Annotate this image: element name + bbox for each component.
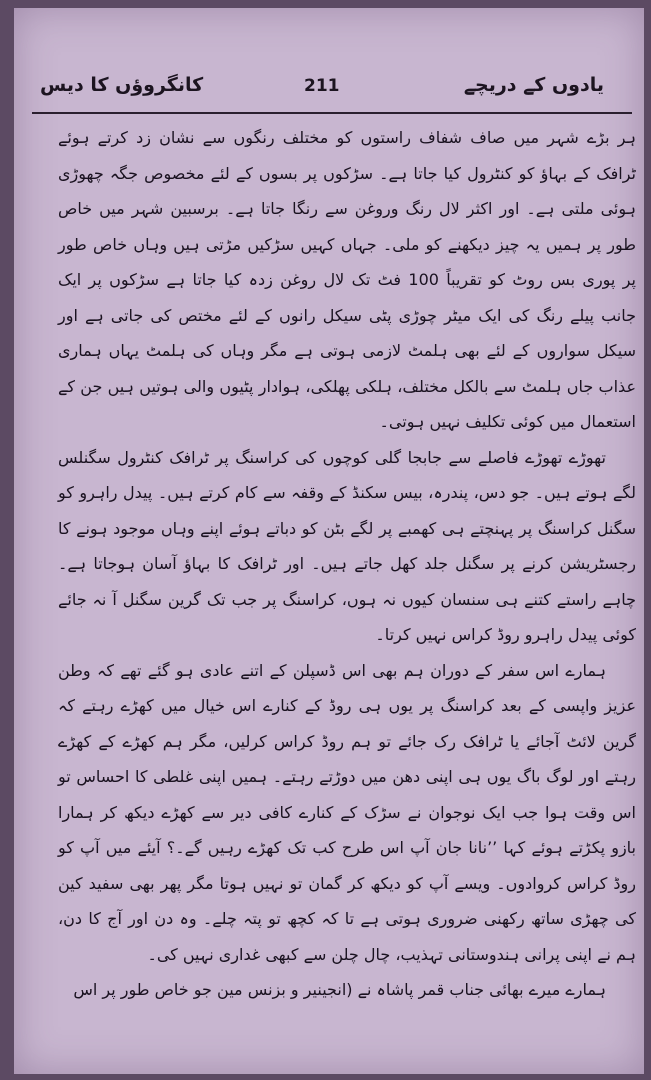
- book-title: یادوں کے دریچے: [463, 74, 604, 96]
- chapter-title: کانگروؤں کا دیس: [40, 74, 204, 96]
- paragraph: ہمارے اس سفر کے دوران ہم بھی اس ڈسپلن کے اتنے عادی ہو گئے تھے کہ وطن عزیز واپسی کے بعد کراسنگ پر یوں ہی روڈ کے کنارے اس خیال میں کھڑے رہتے کہ گرین لائٹ آجائے یا ٹرافک رک جائے تو ہم روڈ کراس کرلیں، مگر ہم کھڑے کے کھڑے رہتے اور لوگ باگ یوں ہی اپنی دھن میں دوڑتے رہتے۔ ہمیں اپنی غلطی کا احساس تو اس وقت ہوا جب ایک نوجوان نے سڑک کے کنارے کافی دیر سے کھڑے دیکھ کر ہمارا بازو پکڑتے ہوئے کہا ’’نانا جان آپ اس طرح کب تک کھڑے رہیں گے۔؟ آیئے میں آپ کو روڈ کراس کروادوں۔ ویسے آپ کو دیکھ کر گمان تو نہیں ہوتا مگر پھر بھی سفید کین کی چھڑی ساتھ رکھنی ضروری ہوتی ہے تا کہ کچھ تو پتہ چلے۔ وہ دن اور آج کا دن، ہم نے اپنی پرانی ہندوستانی تہذیب، چال چلن سے کبھی غداری نہیں کی۔: [58, 660, 636, 964]
- page-body: [58, 120, 636, 1008]
- page-number: 211: [304, 76, 340, 96]
- paragraph: ہر بڑے شہر میں صاف شفاف راستوں کو مختلف رنگوں سے نشان زد کرتے ہوئے ٹرافک کے بہاؤ کو کنٹرول کیا جاتا ہے۔ سڑکوں پر بسوں کے لئے مخصوص جگہ چھوڑی ہوئی ملتی ہے۔ اور اکثر لال رنگ وروغن سے رنگا جاتا ہے۔ برسبین شہر میں خاص طور پر ہمیں یہ چیز دیکھنے کو ملی۔ جہاں کہیں سڑکیں مڑتی ہیں وہاں خاص طور پر پوری بس روٹ کو تقریباً 100 فٹ تک لال روغن زدہ کیا جاتا ہے سڑکوں پر ایک جانب پیلے رنگ کی ایک میٹر چوڑی پٹی سیکل رانوں کے لئے مختص کی جاتی ہے اور سیکل سواروں کے لئے بھی ہلمٹ لازمی ہوتی ہے مگر وہاں کی ہلمٹ یہاں ہماری عذاب جاں ہلمٹ سے بالکل مختلف، ہلکی پھلکی، ہوادار پٹیوں والی ہوتیں ہیں جن کے استعمال میں کوئی تکلیف نہیں ہوتی۔: [58, 128, 637, 431]
- paragraph: ہمارے میرے بھائی جناب قمر پاشاہ نے (انجینیر و بزنس مین جو خاص طور پر اس: [73, 980, 606, 999]
- paragraph: تھوڑے تھوڑے فاصلے سے جابجا گلی کوچوں کی کراسنگ پر ٹرافک کنٹرول سگنلس لگے ہوتے ہیں۔ جو دس، پندرہ، بیس سکنڈ کے وقفہ سے کام کرتے ہیں۔ پیدل راہرو کو سگنل کراسنگ پر پہنچتے ہی کھمبے پر لگے بٹن کو دباتے ہوئے اپنے وہاں موجود ہونے کا رجسٹریشن کرنے پر سگنل جلد کھل جاتے ہیں۔ اور ٹرافک کا بہاؤ آسان ہوجاتا ہے۔ چاہے راستے کتنے ہی سنسان کیوں نہ ہوں، کراسنگ پر جب تک گرین سگنل آ نہ جائے کوئی پیدل راہرو روڈ کراس نہیں کرتا۔: [58, 447, 636, 644]
- header-rule: [32, 112, 632, 114]
- book-page: [14, 8, 644, 1074]
- running-header: [14, 66, 644, 100]
